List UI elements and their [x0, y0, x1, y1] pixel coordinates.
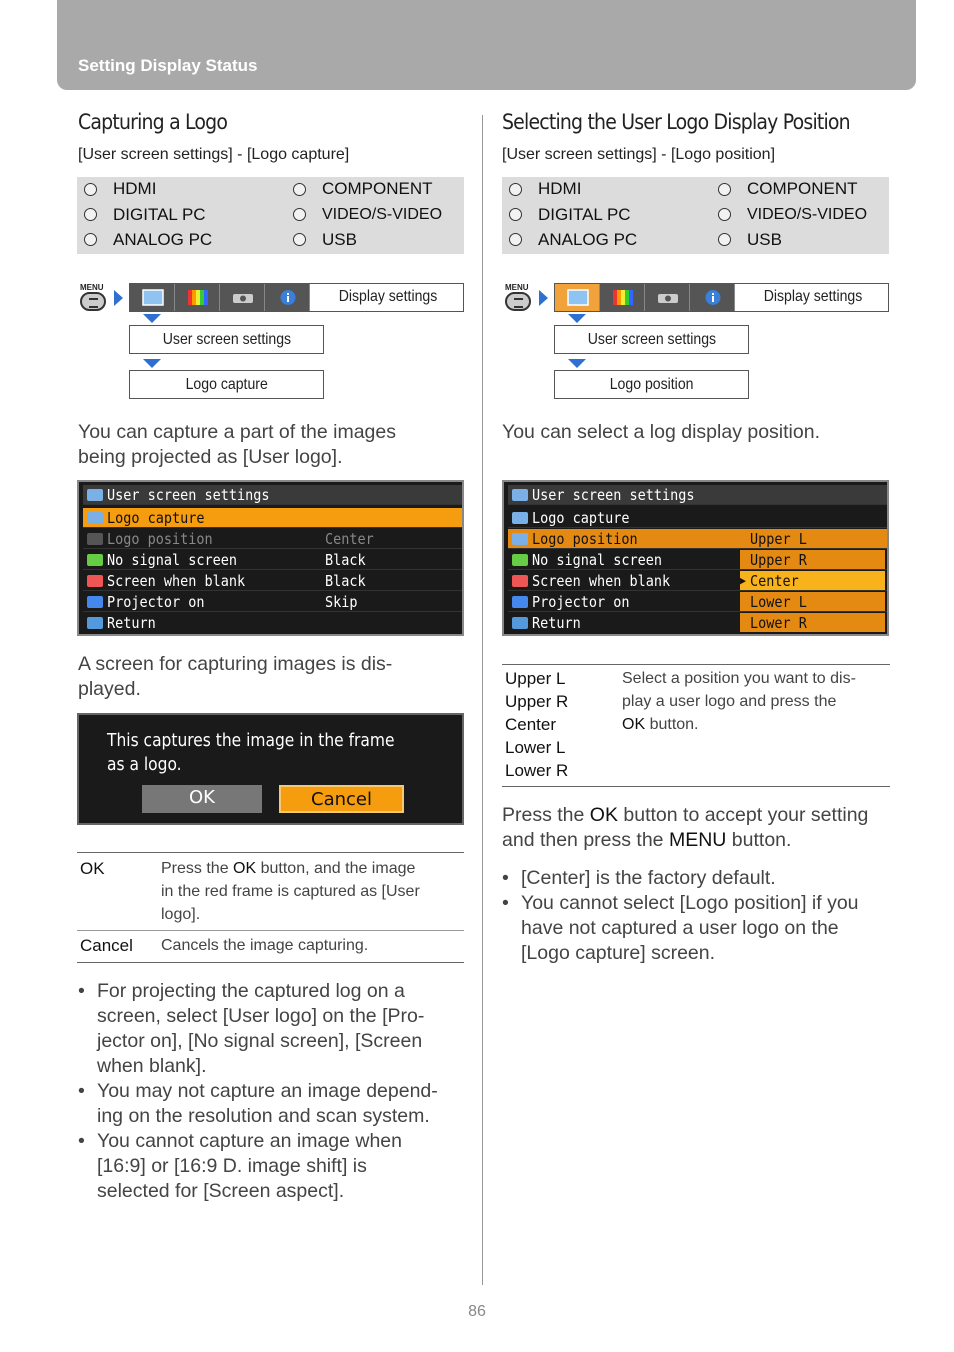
radio-icon [84, 208, 97, 221]
logo-capture-icon [512, 512, 528, 524]
osd-row-logo-capture: Logo capture [508, 508, 887, 528]
blank-screen-icon [512, 575, 528, 587]
input-component: COMPONENT [747, 179, 858, 198]
column-divider [482, 115, 483, 1285]
menu-button-icon: MENU [503, 283, 533, 311]
color-tab-icon [600, 284, 645, 311]
input-analog-pc: ANALOG PC [113, 230, 213, 249]
input-hdmi: HDMI [538, 179, 582, 198]
osd-option-lower-l: Lower L [740, 592, 885, 611]
osd-row-return: Return [83, 613, 462, 633]
down-arrow-icon [568, 359, 586, 368]
nav-step-logo-position: Logo position [554, 370, 749, 399]
table-keys-positions: Upper L Upper R Center Lower L Lower R [505, 669, 569, 780]
radio-icon [718, 208, 731, 221]
screen-tab-icon [555, 284, 600, 311]
input-video: VIDEO/S-VIDEO [747, 206, 868, 223]
radio-icon [509, 233, 522, 246]
color-tab-icon [175, 284, 220, 311]
right-osd-screen [502, 480, 889, 636]
down-arrow-icon [143, 314, 161, 323]
input-usb: USB [322, 230, 357, 249]
radio-icon [718, 233, 731, 246]
arrow-right-icon [539, 290, 548, 306]
input-video: VIDEO/S-VIDEO [322, 206, 443, 223]
bullet-item: • You may not capture an image depend- ing on the resolution and scan system. [78, 1079, 468, 1129]
right-intro-text: You can select a log display position. [502, 421, 820, 443]
radio-icon [509, 208, 522, 221]
header-band [57, 0, 916, 90]
right-input-grid [502, 177, 889, 254]
osd-option-upper-r: Upper R [740, 550, 885, 569]
dialog-message: This captures the image in the frame as a logo. [107, 730, 395, 775]
nav-step-logo-capture: Logo capture [129, 370, 324, 399]
screen-tab-icon [130, 284, 175, 311]
page-number: 86 [468, 1303, 486, 1320]
display-settings-label: Display settings [338, 288, 438, 305]
osd-option-lower-r: Lower R [740, 613, 885, 632]
radio-icon [84, 233, 97, 246]
input-digital-pc: DIGITAL PC [538, 205, 631, 224]
menu-button-icon: MENU [78, 283, 108, 311]
osd-row-screen-when-blank: Screen when blank [508, 571, 887, 591]
right-press-text: Press the OK button to accept your setting and then press the MENU button. [502, 804, 869, 851]
table-key-ok: OK [80, 859, 105, 878]
osd-row-logo-position: Logo position Center [83, 529, 462, 549]
osd-row-logo-capture: Logo capture [83, 508, 462, 528]
down-arrow-icon [143, 359, 161, 368]
info-tab-icon [690, 284, 735, 311]
nav-step-user-screen-settings: User screen settings [554, 325, 749, 354]
bullet-item: • For projecting the captured log on a screen, select [User logo] on the [Pro- jector on], [No signal screen], [Screen when blank]. [78, 979, 468, 1079]
input-component: COMPONENT [322, 179, 433, 198]
table-rule [77, 962, 464, 963]
osd-row-logo-position: Logo position [508, 529, 887, 549]
osd-row-no-signal-screen: No signal screen Black [83, 550, 462, 570]
input-usb: USB [747, 230, 782, 249]
table-key-cancel: Cancel [80, 936, 133, 955]
menu-tab-bar [129, 283, 464, 312]
arrow-right-icon [114, 290, 123, 306]
radio-icon [293, 208, 306, 221]
blank-screen-icon [87, 575, 103, 587]
projector-tab-icon [220, 284, 265, 311]
osd-title: User screen settings [508, 485, 887, 505]
left-intro-text: You can capture a part of the images being projected as [User logo]. [78, 421, 396, 468]
radio-icon [84, 183, 97, 196]
input-analog-pc: ANALOG PC [538, 230, 638, 249]
projector-tab-icon [645, 284, 690, 311]
down-arrow-icon [568, 314, 586, 323]
projector-on-icon [512, 596, 528, 608]
input-hdmi: HDMI [113, 179, 157, 198]
selected-arrow-icon: ▶ [740, 574, 746, 587]
osd-option-center: ▶ Center [740, 571, 885, 590]
return-icon [512, 617, 528, 629]
header-title: Setting Display Status [78, 56, 258, 75]
radio-icon [718, 183, 731, 196]
user-screen-icon [512, 489, 528, 501]
right-menu-path: [User screen settings] - [Logo position] [502, 146, 776, 163]
logo-position-icon [87, 533, 103, 545]
logo-capture-icon [87, 512, 103, 524]
right-section-title: Selecting the User Logo Display Position [502, 110, 850, 134]
radio-icon [293, 183, 306, 196]
left-bullet-list [78, 979, 468, 1204]
projector-on-icon [87, 596, 103, 608]
left-osd-screen [77, 480, 464, 636]
left-section-title: Capturing a Logo [78, 110, 228, 134]
left-input-grid [77, 177, 464, 254]
input-digital-pc: DIGITAL PC [113, 205, 206, 224]
dialog-ok-button[interactable]: OK [142, 785, 262, 813]
table-rule [77, 852, 464, 853]
osd-row-projector-on: Projector on Skip [83, 592, 462, 612]
osd-row-screen-when-blank: Screen when blank Black [83, 571, 462, 591]
table-desc-cancel: Cancels the image capturing. [161, 937, 369, 954]
logo-position-icon [512, 533, 528, 545]
osd-option-upper-l: Upper L [740, 529, 885, 548]
bullet-item: • You cannot capture an image when [16:9] or [16:9 D. image shift] is selected for [Screen aspect]. [78, 1129, 468, 1204]
table-rule [502, 786, 890, 787]
radio-icon [509, 183, 522, 196]
info-tab-icon [265, 284, 310, 311]
table-desc-ok: Press the OK button, and the image in the red frame is captured as [User logo]. [161, 860, 420, 923]
table-rule [77, 930, 464, 931]
menu-tab-bar [554, 283, 889, 312]
return-icon [87, 617, 103, 629]
no-signal-icon [512, 554, 528, 566]
osd-row-return: Return [508, 613, 887, 633]
capture-dialog [77, 713, 464, 825]
osd-title: User screen settings [83, 485, 462, 505]
dialog-cancel-button[interactable]: Cancel [279, 785, 404, 813]
right-bullet-list [502, 866, 902, 966]
nav-step-user-screen-settings: User screen settings [129, 325, 324, 354]
bullet-item: • You cannot select [Logo position] if you have not captured a user logo on the [Logo capture] screen. [502, 891, 902, 966]
table-rule [502, 664, 890, 665]
osd-row-no-signal-screen: No signal screen [508, 550, 887, 570]
user-screen-icon [87, 489, 103, 501]
radio-icon [293, 233, 306, 246]
display-settings-label: Display settings [763, 288, 863, 305]
table-desc-positions: Select a position you want to dis- play a user logo and press the OK button. [622, 670, 856, 733]
bullet-item: • [Center] is the factory default. [502, 866, 902, 891]
no-signal-icon [87, 554, 103, 566]
osd-row-projector-on: Projector on [508, 592, 887, 612]
left-after-osd-text: A screen for capturing images is dis- played. [78, 653, 393, 700]
left-menu-path: [User screen settings] - [Logo capture] [78, 146, 350, 163]
